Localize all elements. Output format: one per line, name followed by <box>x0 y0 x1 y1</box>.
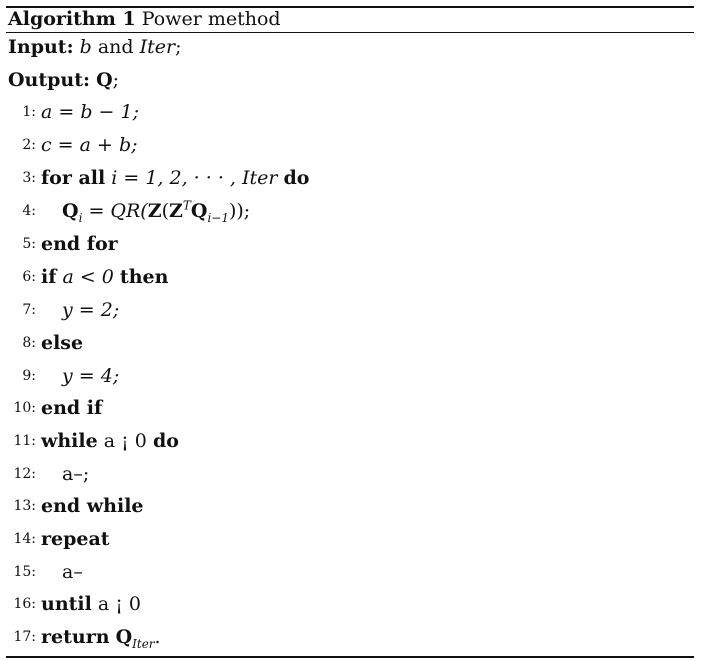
code-line-14 <box>6 524 694 554</box>
code-line-15 <box>6 557 694 587</box>
line-text: c = a + b; <box>41 134 138 156</box>
output-line <box>8 66 119 94</box>
line-number: 13: <box>13 498 36 514</box>
code-line-8 <box>6 328 694 358</box>
code-line-7 <box>6 295 694 325</box>
code-line-11 <box>6 426 694 456</box>
qr-call: = QR( <box>82 200 148 222</box>
line-text: a–; <box>62 463 90 485</box>
line-number: 17: <box>13 629 36 645</box>
input-var-b: b <box>79 36 92 58</box>
line-number: 9: <box>22 368 36 384</box>
line-number: 12: <box>13 466 36 482</box>
line-number: 11: <box>13 433 36 449</box>
output-end: ; <box>112 69 120 91</box>
keyword-while: while <box>41 430 98 452</box>
matrix-q-prev: Q <box>190 200 208 222</box>
input-end: ; <box>175 36 182 58</box>
line-number: 2: <box>22 137 36 153</box>
keyword-repeat: repeat <box>41 528 110 550</box>
paren-open: ( <box>161 200 169 222</box>
code-line-4 <box>6 196 694 226</box>
input-line <box>8 33 182 61</box>
keyword-for-all: for all <box>41 167 106 189</box>
line-number: 4: <box>22 203 36 219</box>
keyword-end-if: end if <box>41 397 103 419</box>
code-line-10 <box>6 393 694 423</box>
input-keyword: Input: <box>8 36 74 58</box>
superscript-t: T <box>182 198 191 213</box>
keyword-until: until <box>41 593 92 615</box>
line-text: y = 2; <box>62 299 120 321</box>
matrix-z: Z <box>147 200 162 222</box>
keyword-else: else <box>41 332 84 354</box>
line-number: 8: <box>22 335 36 351</box>
keyword-do: do <box>152 430 179 452</box>
line-text: y = 4; <box>62 365 120 387</box>
subscript-i-minus-1: i−1 <box>207 210 229 225</box>
code-line-13 <box>6 491 694 521</box>
keyword-do: do <box>283 167 310 189</box>
input-var-iter: Iter <box>139 36 176 58</box>
algorithm-caption <box>8 7 281 32</box>
line-number: 14: <box>13 531 36 547</box>
code-line-1 <box>6 97 694 127</box>
line-number: 6: <box>22 269 36 285</box>
code-line-3 <box>6 163 694 193</box>
code-line-5 <box>6 229 694 259</box>
bottom-rule <box>6 656 694 658</box>
line-text: a < 0 <box>62 266 114 288</box>
line-number: 1: <box>22 104 36 120</box>
code-line-2 <box>6 130 694 160</box>
code-line-9 <box>6 361 694 391</box>
line-number: 15: <box>13 564 36 580</box>
line-number: 3: <box>22 170 36 186</box>
line-number: 10: <box>13 400 36 416</box>
output-keyword: Output: <box>8 69 91 91</box>
line-number: 7: <box>22 302 36 318</box>
subscript-i: i <box>78 210 83 225</box>
code-line-16 <box>6 589 694 619</box>
keyword-return: return <box>41 626 110 648</box>
algorithm-block <box>6 0 694 661</box>
matrix-q: Q <box>62 200 79 222</box>
keyword-if: if <box>41 266 57 288</box>
code-line-17 <box>6 622 694 652</box>
code-line-6 <box>6 262 694 292</box>
keyword-then: then <box>119 266 169 288</box>
line-text: a ¡ 0 <box>103 430 147 452</box>
return-end: . <box>154 626 161 648</box>
line-number: 16: <box>13 596 36 612</box>
subscript-iter: Iter <box>132 636 155 651</box>
matrix-q-iter: Q <box>115 626 133 648</box>
input-and: and <box>91 36 140 58</box>
keyword-end-while: end while <box>41 495 144 517</box>
matrix-z-t: Z <box>169 200 183 222</box>
line-text: a– <box>62 561 83 583</box>
paren-close: )); <box>228 200 251 222</box>
caption-title: Power method <box>141 8 281 30</box>
line-text: i = 1, 2, · · · , Iter <box>111 167 278 189</box>
output-var: Q <box>96 69 113 91</box>
caption-label: Algorithm 1 <box>8 8 136 30</box>
line-number: 5: <box>22 236 36 252</box>
line-text: a ¡ 0 <box>97 593 142 615</box>
keyword-end-for: end for <box>41 233 118 255</box>
code-line-12 <box>6 459 694 489</box>
line-text: a = b − 1; <box>41 101 139 123</box>
